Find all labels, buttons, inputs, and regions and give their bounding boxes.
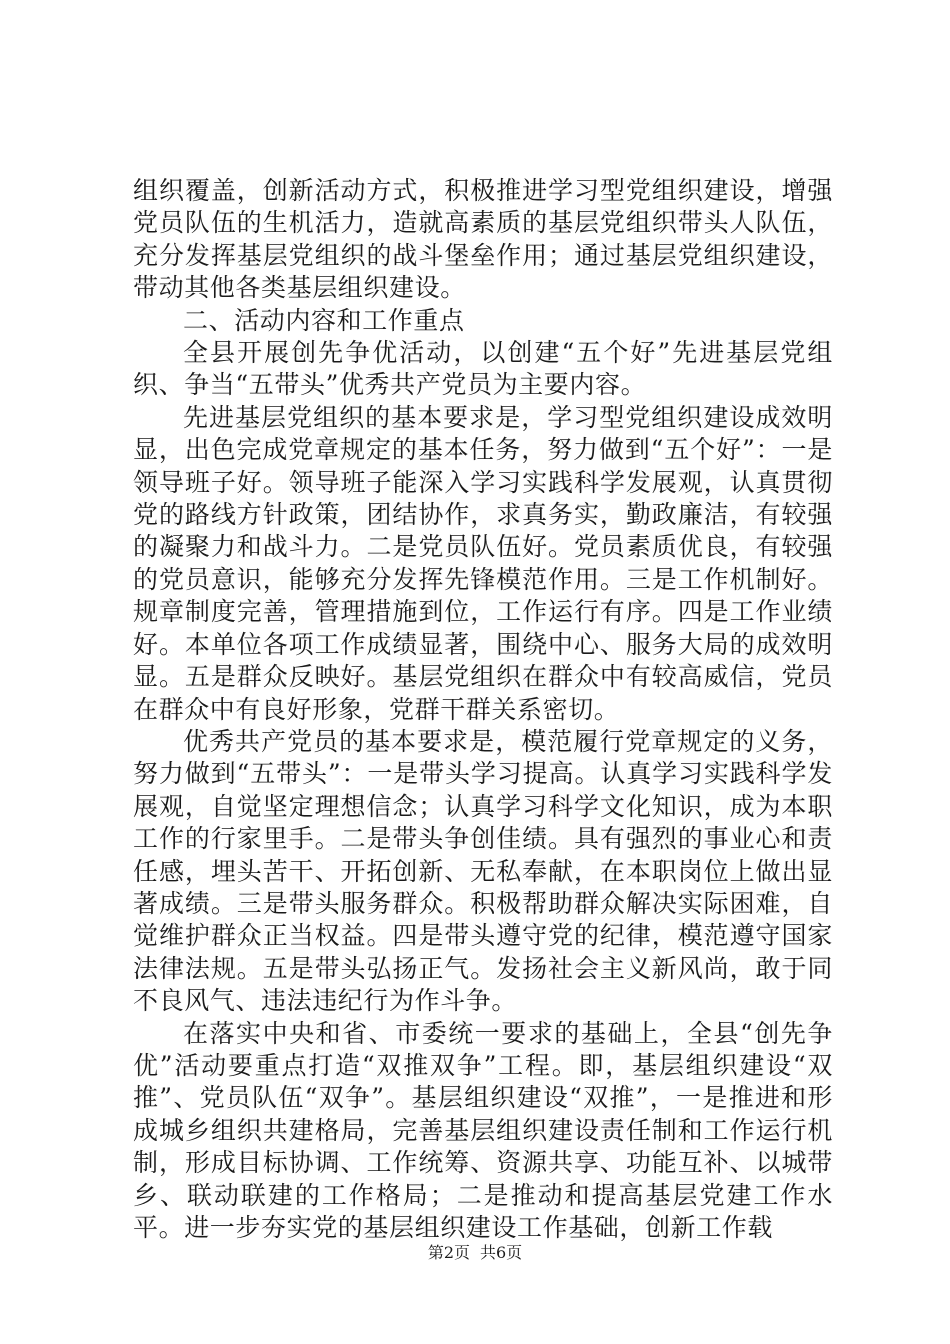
paragraph: 组织覆盖，创新活动方式，积极推进学习型党组织建设，增强党员队伍的生机活力，造就高素质的基层党组织带头人队伍，充分发挥基层党组织的战斗堡垒作用；通过基层党组织建设，带动其他各类基层组织建设。 <box>133 176 833 303</box>
page-total: 共6页 <box>480 1243 523 1262</box>
page-footer <box>0 1240 950 1263</box>
page-number: 第2页 <box>427 1243 470 1262</box>
paragraph: 在落实中央和省、市委统一要求的基础上，全县“创先争优”活动要重点打造“双推双争”工程。即，基层组织建设“双推”、党员队伍“双争”。基层组织建设“双推”，一是推进和形成城乡组织共建格局，完善基层组织建设责任制和工作运行机制，形成目标协调、工作统筹、资源共享、功能互补、以城带乡、联动联建的工作格局；二是推动和提高基层党建工作水平。进一步夯实党的基层组织建设工作基础，创新工作载 <box>133 1018 833 1242</box>
paragraph: 先进基层党组织的基本要求是，学习型党组织建设成效明显，出色完成党章规定的基本任务，努力做到“五个好”：一是领导班子好。领导班子能深入学习实践科学发展观，认真贯彻党的路线方针政策，团结协作，求真务实，勤政廉洁，有较强的凝聚力和战斗力。二是党员队伍好。党员素质优良，有较强的党员意识，能够充分发挥先锋模范作用。三是工作机制好。规章制度完善，管理措施到位，工作运行有序。四是工作业绩好。本单位各项工作成绩显著，围绕中心、服务大局的成效明显。五是群众反映好。基层党组织在群众中有较高威信，党员在群众中有良好形象，党群干群关系密切。 <box>133 402 833 724</box>
document-body <box>133 175 833 1244</box>
paragraph: 优秀共产党员的基本要求是，模范履行党章规定的义务，努力做到“五带头”：一是带头学习提高。认真学习实践科学发展观，自觉坚定理想信念；认真学习科学文化知识，成为本职工作的行家里手。二是带头争创佳绩。具有强烈的事业心和责任感，埋头苦干、开拓创新、无私奉献，在本职岗位上做出显著成绩。三是带头服务群众。积极帮助群众解决实际困难，自觉维护群众正当权益。四是带头遵守党的纪律，模范遵守国家法律法规。五是带头弘扬正气。发扬社会主义新风尚，敢于同不良风气、违法违纪行为作斗争。 <box>133 726 833 1016</box>
section-heading: 二、活动内容和工作重点 <box>183 305 465 335</box>
paragraph: 全县开展创先争优活动，以创建“五个好”先进基层党组织、争当“五带头”优秀共产党员为主要内容。 <box>133 338 833 400</box>
